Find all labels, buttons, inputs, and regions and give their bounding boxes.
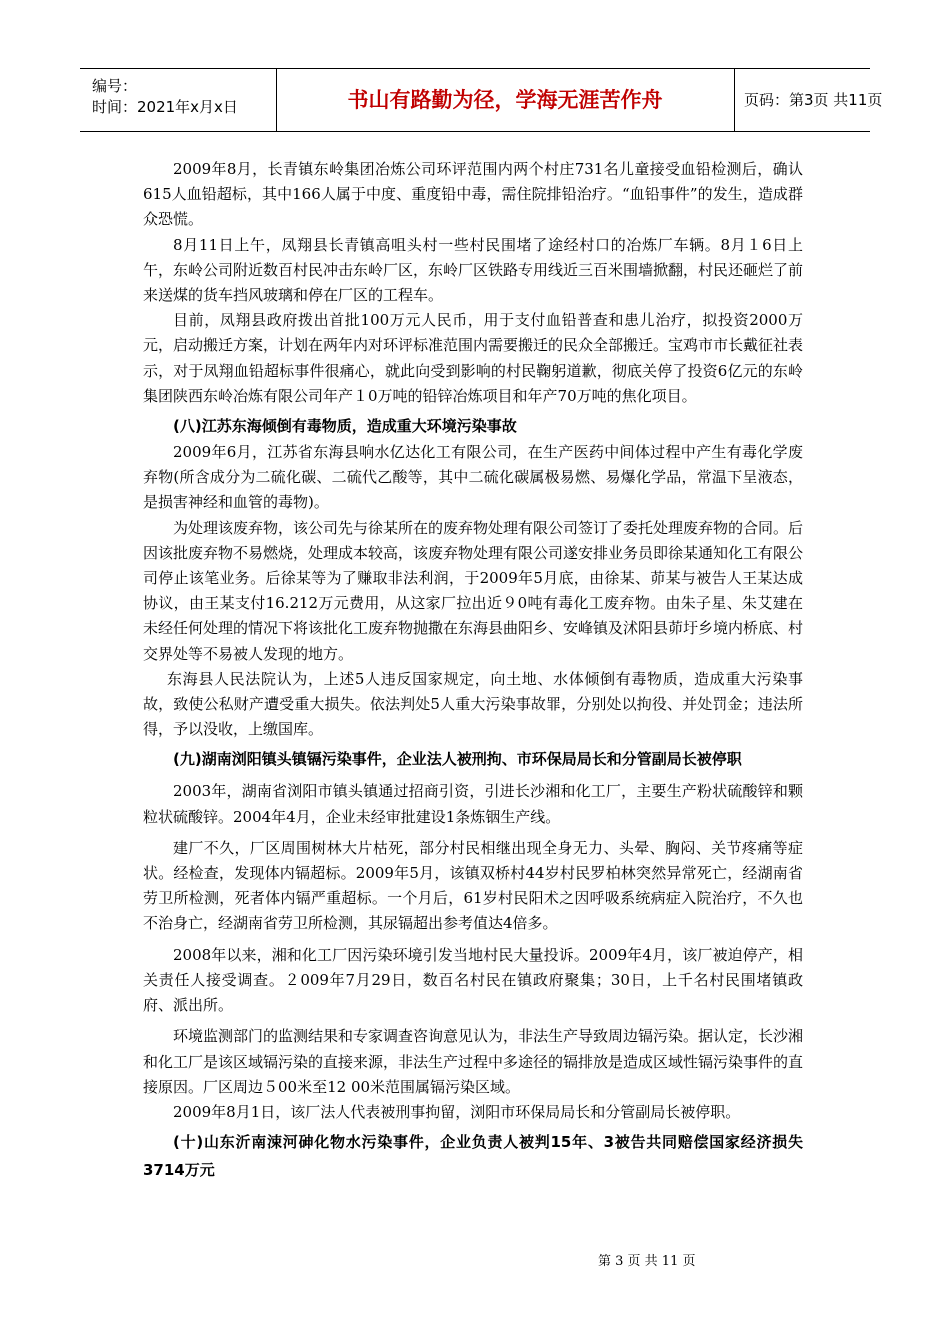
paragraph: 2009年6月，江苏省东海县响水亿达化工有限公司，在生产医药中间体过程中产生有毒化学废弃物(所含成分为二硫化碳、二硫代乙酸等，其中二硫化碳属极易燃、易爆化学品，常温下呈液态，是损害神经和血管的毒物)。 (143, 443, 803, 512)
paragraph: 2009年8月，长青镇东岭集团冶炼公司环评范围内两个村庄731名儿童接受血铅检测后，确认615人血铅超标，其中166人属于中度、重度铅中毒，需住院排铅治疗。“血铅事件”的发生，造成群众恐慌。 (143, 160, 803, 229)
paragraph: 目前，凤翔县政府拨出首批100万元人民币，用于支付血铅普查和患儿治疗，拟投资2000万元，启动搬迁方案，计划在两年内对环评标准范围内需要搬迁的民众全部搬迁。宝鸡市市长戴征社表示，对于凤翔血铅超标事件很痛心，就此向受到影响的村民鞠躬道歉，彻底关停了投资6亿元的东岭集团陕西东岭冶炼有限公司年产１0万吨的铅锌冶炼项目和年产70万吨的焦化项目。 (143, 311, 804, 405)
paragraph: 2003年，湖南省浏阳市镇头镇通过招商引资，引进长沙湘和化工厂，主要生产粉状硫酸锌和颗粒状硫酸锌。2004年4月，企业未经审批建设1条炼铟生产线。 (143, 782, 803, 826)
paragraph: 8月11日上午，凤翔县长青镇高咀头村一些村民围堵了途经村口的冶炼厂车辆。8月１6日上午，东岭公司附近数百村民冲击东岭厂区，东岭厂区铁路专用线近三百米围墙掀翻，村民还砸烂了前来送煤的货车挡风玻璃和停在厂区的工程车。 (143, 235, 804, 305)
section-heading: (十)山东沂南涑河砷化物水污染事件，企业负责人被判15年、3被告共同赔偿国家经济损失3714万元 (143, 1133, 803, 1180)
paragraph: 为处理该废弃物，该公司先与徐某所在的废弃物处理有限公司签订了委托处理废弃物的合同。后因该批废弃物不易燃烧，处理成本较高，该废弃物处理有限公司遂安排业务员即徐某通知化工有限公司停止该笔业务。后徐某等为了赚取非法利润，于2009年5月底，由徐某、茆某与被告人王某达成协议，由王某支付16.212万元费用，从这家厂拉出近９0吨有毒化工废弃物。由朱子星、朱艾建在未经任何处理的情况下将该批化工废弃物抛撒在东海县曲阳乡、安峰镇及沭阳县茆圩乡境内桥底、村交界处等不易被人发现的地方。 (143, 518, 804, 663)
paragraph: 东海县人民法院认为，上述5人违反国家规定，向土地、水体倾倒有毒物质，造成重大污染事故，致使公私财产遭受重大损失。依法判处5人重大污染事故罪，分别处以拘役、并处罚金；违法所得，予以没收，上缴国库。 (143, 669, 803, 739)
paragraph: 2008年以来，湘和化工厂因污染环境引发当地村民大量投诉。2009年4月，该厂被迫停产，相关责任人接受调查。２009年7月29日，数百名村民在镇政府聚集；30日，上千名村民围堵镇政府、派出所。 (143, 945, 803, 1015)
header-meta (80, 69, 277, 131)
header-page-label: 页码：第3页 共11页 (744, 91, 883, 109)
header-motto: 书山有路勤为径，学海无涯苦作舟 (276, 69, 735, 131)
doc-time-label: 时间：2021年x月x日 (92, 98, 238, 116)
paragraph: 环境监测部门的监测结果和专家调查咨询意见认为，非法生产导致周边镉污染。据认定，长沙湘和化工厂是该区域镉污染的直接来源，非法生产过程中多途径的镉排放是造成区域性镉污染事件的直接原因。厂区周边５00米至12 00米范围属镉污染区域。 (143, 1027, 804, 1096)
footer-page-number: 第 3 页 共 11 页 (598, 1254, 696, 1269)
section-heading: (九)湖南浏阳镇头镇镉污染事件，企业法人被刑拘、市环保局局长和分管副局长被停职 (173, 750, 742, 769)
document-body (143, 157, 803, 1184)
doc-number-label: 编号： (92, 77, 138, 95)
paragraph: 2009年8月1日，该厂法人代表被刑事拘留，浏阳市环保局局长和分管副局长被停职。 (173, 1102, 741, 1121)
section-heading: (八)江苏东海倾倒有毒物质，造成重大环境污染事故 (173, 417, 517, 436)
page-header (80, 68, 883, 132)
paragraph: 建厂不久，厂区周围树林大片枯死，部分村民相继出现全身无力、头晕、胸闷、关节疼痛等症状。经检查，发现体内镉超标。2009年5月，该镇双桥村44岁村民罗柏林突然异常死亡，经湖南省劳卫所检测，死者体内镉严重超标。一个月后，61岁村民阳术之因呼吸系统病症入院治疗，不久也不治身亡，经湖南省劳卫所检测，其尿镉超出参考值达4倍多。 (143, 838, 803, 933)
